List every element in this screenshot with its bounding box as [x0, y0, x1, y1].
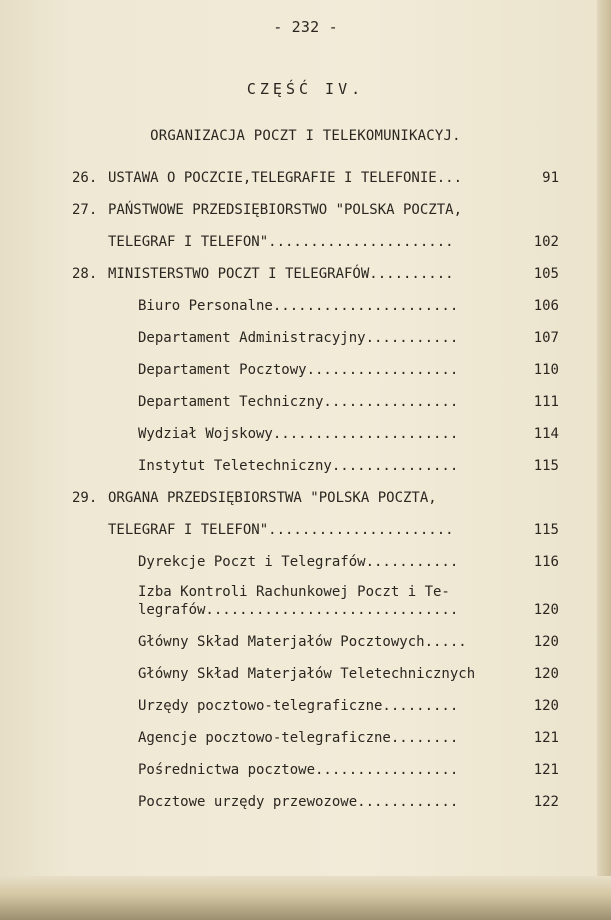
- toc-entry-label: Dyrekcje Poczt i Telegrafów...........: [138, 554, 459, 570]
- toc-entry-label: Departament Administracyjny...........: [138, 330, 459, 346]
- page-number: - 232 -: [273, 18, 338, 36]
- toc-entry: [0, 394, 611, 414]
- toc-entry: [0, 426, 611, 446]
- toc-entry: [0, 330, 611, 350]
- toc-entry-page: 115: [533, 458, 559, 474]
- toc-entry-label: Główny Skład Materjałów Teletechnicznych: [138, 666, 476, 682]
- toc-entry: [0, 170, 611, 190]
- page-edge-bottom: [0, 876, 611, 920]
- toc-entry-page: 114: [533, 426, 559, 442]
- toc-entry: [0, 794, 611, 814]
- toc-entry: [0, 584, 611, 604]
- toc-entry-page: 121: [533, 762, 559, 778]
- toc-entry-page: 102: [533, 234, 559, 250]
- toc-entry: [0, 490, 611, 510]
- toc-entry-page: 110: [533, 362, 559, 378]
- toc-entry-label: PAŃSTWOWE PRZEDSIĘBIORSTWO "POLSKA POCZTA,: [108, 202, 463, 218]
- toc-entry-page: 122: [533, 794, 559, 810]
- toc-entry-label: Biuro Personalne......................: [138, 298, 459, 314]
- toc-entry-label: Izba Kontroli Rachunkowej Poczt i Te-: [138, 584, 450, 600]
- toc-entry: [0, 522, 611, 542]
- toc-entry-label: Instytut Teletechniczny...............: [138, 458, 459, 474]
- toc-entry: [0, 634, 611, 654]
- toc-entry-label: Pocztowe urzędy przewozowe............: [138, 794, 459, 810]
- toc-entry-page: 116: [533, 554, 559, 570]
- toc-entry-page: 120: [533, 666, 559, 682]
- toc-entry-label: MINISTERSTWO POCZT I TELEGRAFÓW..........: [108, 266, 454, 282]
- toc-entry: [0, 234, 611, 254]
- toc-entry-label: Departament Pocztowy..................: [138, 362, 459, 378]
- toc-entry-page: 106: [533, 298, 559, 314]
- toc-entry-page: 115: [533, 522, 559, 538]
- toc-entry-page: 120: [533, 634, 559, 650]
- toc-entry-label: Wydział Wojskowy......................: [138, 426, 459, 442]
- toc-entry-page: 105: [533, 266, 559, 282]
- toc-entry-page: 120: [533, 602, 559, 618]
- toc-entry-number: 29.: [72, 490, 98, 506]
- toc-entry-label: TELEGRAF I TELEFON"......................: [108, 522, 454, 538]
- toc-entry-label: ORGANA PRZEDSIĘBIORSTWA "POLSKA POCZTA,: [108, 490, 437, 506]
- toc-entry-number: 27.: [72, 202, 98, 218]
- toc-entry-number: 28.: [72, 266, 98, 282]
- toc-entry: [0, 362, 611, 382]
- toc-entry: [0, 298, 611, 318]
- toc-entry-label: Główny Skład Materjałów Pocztowych.....: [138, 634, 467, 650]
- toc-entry-page: 111: [533, 394, 559, 410]
- toc-entry-page: 120: [533, 698, 559, 714]
- toc-entry-page: 121: [533, 730, 559, 746]
- toc-entry-label: Pośrednictwa pocztowe.................: [138, 762, 459, 778]
- toc-entry-page: 107: [533, 330, 559, 346]
- toc-entry: [0, 202, 611, 222]
- toc-entry: [0, 266, 611, 286]
- toc-entry: [0, 666, 611, 686]
- toc-entry-number: 26.: [72, 170, 98, 186]
- toc-entry: [0, 458, 611, 478]
- toc-entry: [0, 554, 611, 574]
- toc-entry-label: Agencje pocztowo-telegraficzne........: [138, 730, 459, 746]
- toc-entry: [0, 602, 611, 622]
- toc-entry-label: Urzędy pocztowo-telegraficzne.........: [138, 698, 459, 714]
- toc-entry-label: USTAWA O POCZCIE,TELEGRAFIE I TELEFONIE...: [108, 170, 463, 186]
- part-title: CZĘŚĆ IV.: [246, 80, 365, 98]
- toc-entry: [0, 762, 611, 782]
- toc-entry-label: TELEGRAF I TELEFON"......................: [108, 234, 454, 250]
- toc-entry-label: legrafów..............................: [138, 602, 459, 618]
- toc-entry: [0, 730, 611, 750]
- toc-entry-page: 91: [542, 170, 559, 186]
- section-subtitle: ORGANIZACJA POCZT I TELEKOMUNIKACYJ.: [150, 128, 461, 144]
- toc-entry-label: Departament Techniczny................: [138, 394, 459, 410]
- toc-entry: [0, 698, 611, 718]
